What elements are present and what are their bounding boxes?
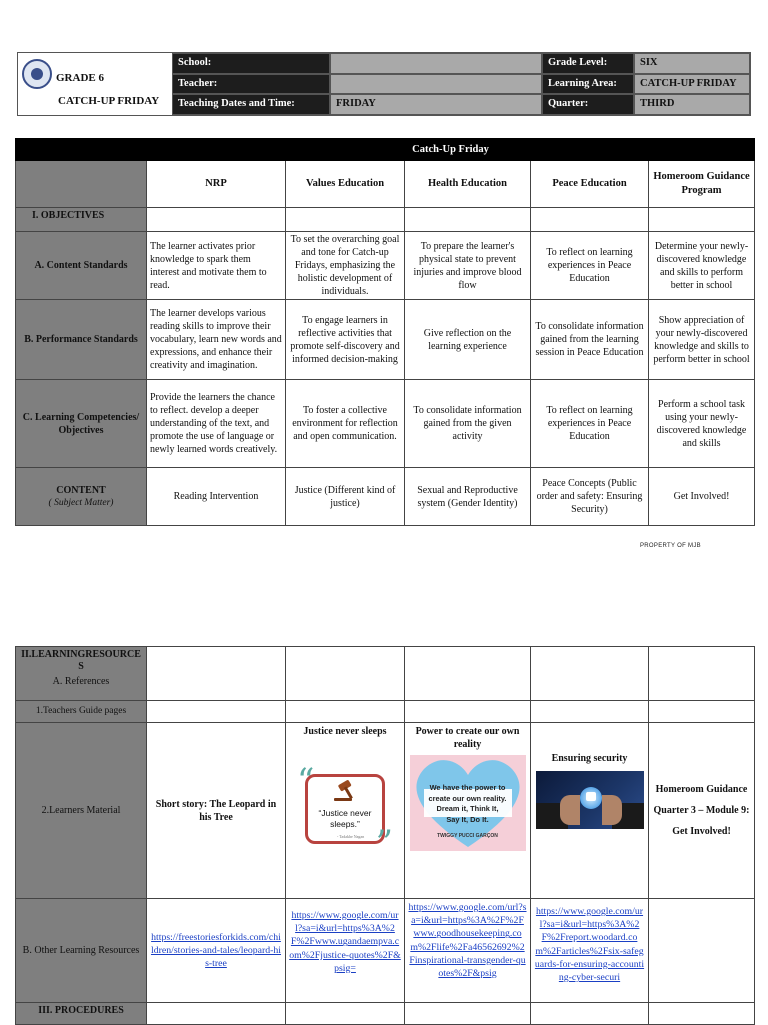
table-cell: To reflect on learning experiences in Peace Education <box>531 380 649 468</box>
content-label-cell <box>16 468 147 526</box>
table-cell: Show appreciation of your newly-discovered knowledge and skills to perform better in school <box>649 300 755 380</box>
header-program: CATCH-UP FRIDAY <box>58 95 160 107</box>
hand-right <box>602 795 622 825</box>
quote-line: Say It, Do It. <box>446 815 489 825</box>
homeroom-line: Get Involved! <box>672 826 731 837</box>
other-resources-label: B. Other Learning Resources <box>16 899 147 1003</box>
teacher-value <box>330 74 542 95</box>
competencies-label: C. Learning Competencies/ Objectives <box>16 380 147 468</box>
justice-quote-image <box>297 761 393 863</box>
quote-line: We have the power to <box>429 783 506 792</box>
link-peace[interactable]: https://www.google.com/url?sa=i&url=https%3A%2F%2Freport.woodard.com%2Farticles%2Fsix-safeguards-for-ensuring-accounting-cyber-securi <box>534 906 645 984</box>
content-sublabel: ( Subject Matter) <box>48 497 114 508</box>
justice-quote-author: - Tadakhe Nagan <box>337 834 365 839</box>
table-cell: Justice (Different kind of justice) <box>286 468 405 526</box>
table-cell: Peace Concepts (Public order and safety: Ensuring Security) <box>531 468 649 526</box>
resources-table <box>15 646 755 1025</box>
reality-quote-image <box>410 755 526 851</box>
lm-peace-caption: Ensuring security <box>551 753 628 764</box>
content-standards-label: A. Content Standards <box>16 232 147 300</box>
grade-level-label: Grade Level: <box>542 53 634 74</box>
table-cell: Get Involved! <box>649 468 755 526</box>
justice-quote-text: “Justice never sleeps.” <box>318 808 372 830</box>
lm-values-cell <box>286 723 405 899</box>
table-cell: Provide the learners the chance to reflect. develop a deeper understanding of the text, and promote the use of language or newly learned words creatively. <box>147 380 286 468</box>
performance-standards-label: B. Performance Standards <box>16 300 147 380</box>
table-cell: To foster a collective environment for reflection and open communication. <box>286 380 405 468</box>
table-cell: To prepare the learner's physical state to prevent injuries and improve blood flow <box>405 232 531 300</box>
dates-label: Teaching Dates and Time: <box>172 94 330 115</box>
close-quote-icon: ” <box>375 823 393 863</box>
gavel-icon <box>331 780 359 802</box>
link-cell <box>405 899 531 1003</box>
link-cell <box>531 899 649 1003</box>
resources-label: II.LEARNINGRESOURCES <box>21 649 141 672</box>
col-header-peace: Peace Education <box>531 161 649 208</box>
table-cell: The learner activates prior knowledge to spark them interest and motivate them to read. <box>147 232 286 300</box>
table-cell: Reading Intervention <box>147 468 286 526</box>
teachers-guide-label: 1.Teachers Guide pages <box>16 701 147 723</box>
reality-quote-author: TWIGGY PUCCI GARÇON <box>437 833 498 839</box>
lm-nrp: Short story: The Leopard in his Tree <box>147 723 286 899</box>
homeroom-line: Homeroom Guidance <box>655 784 748 795</box>
table-cell: Sexual and Reproductive system (Gender Identity) <box>405 468 531 526</box>
open-quote-icon: “ <box>297 761 315 801</box>
col-header-homeroom: Homeroom Guidance Program <box>649 161 755 208</box>
school-value <box>330 53 542 74</box>
link-cell <box>147 899 286 1003</box>
lock-icon <box>586 792 596 801</box>
col-header-nrp: NRP <box>147 161 286 208</box>
table-cell: To consolidate information gained from the given activity <box>405 380 531 468</box>
lm-values-caption: Justice never sleeps <box>303 726 387 737</box>
catch-up-banner: Catch-Up Friday <box>147 139 755 161</box>
table-cell: Give reflection on the learning experience <box>405 300 531 380</box>
objectives-table <box>15 138 755 526</box>
link-health[interactable]: https://www.google.com/url?sa=i&url=https%3A%2F%2Fwww.goodhousekeeping.com%2Flife%2Fa46562692%2Finspirational-transgender-quotes%2F&psig <box>408 902 527 980</box>
quote-line: Dream it, Think It, <box>436 804 499 814</box>
link-values[interactable]: https://www.google.com/url?sa=i&url=https%3A%2F%2Fwww.ugandaempva.com%2Fjustice-quotes%2F&psig= <box>289 910 401 974</box>
content-label: CONTENT <box>56 484 106 496</box>
col-header-health: Health Education <box>405 161 531 208</box>
lm-peace-cell <box>531 723 649 899</box>
objectives-label: I. OBJECTIVES <box>16 208 147 232</box>
table-cell: To engage learners in reflective activities that promote self-discovery and informed decision-making <box>286 300 405 380</box>
procedures-label: III. PROCEDURES <box>16 1003 147 1025</box>
link-nrp[interactable]: https://freestoriesforkids.com/children/stories-and-tales/leopard-his-tree <box>150 931 282 970</box>
lesson-header <box>17 52 751 116</box>
references-label: A. References <box>52 676 110 687</box>
lm-health-caption: Power to create our own reality <box>415 726 520 750</box>
table-cell: Perform a school task using your newly-discovered knowledge and skills <box>649 380 755 468</box>
reality-quote-text <box>418 783 518 826</box>
teacher-label: Teacher: <box>172 74 330 95</box>
quarter-label: Quarter: <box>542 94 634 115</box>
property-mark: PROPERTY OF MJB <box>640 543 701 549</box>
lm-health-cell <box>405 723 531 899</box>
table-cell: To reflect on learning experiences in Peace Education <box>531 232 649 300</box>
header-grade: GRADE 6 <box>56 72 104 84</box>
learning-area-value: CATCH-UP FRIDAY <box>634 74 750 95</box>
link-cell <box>286 899 405 1003</box>
quarter-value: THIRD <box>634 94 750 115</box>
table-cell: To set the overarching goal and tone for Catch-up Fridays, emphasizing the holistic development of individuals. <box>286 232 405 300</box>
col-header-values: Values Education <box>286 161 405 208</box>
table-cell: To consolidate information gained from the learning session in Peace Education <box>531 300 649 380</box>
school-label: School: <box>172 53 330 74</box>
table-cell: Determine your newly-discovered knowledge and skills to perform better in school <box>649 232 755 300</box>
corner-cell <box>16 161 147 208</box>
grade-level-value: SIX <box>634 53 750 74</box>
security-image <box>536 771 644 829</box>
resources-label-cell <box>16 647 147 701</box>
lm-homeroom-cell <box>649 723 755 899</box>
homeroom-line: Quarter 3 – Module 9: <box>653 805 750 816</box>
learning-area-label: Learning Area: <box>542 74 634 95</box>
deped-seal-icon <box>22 59 52 89</box>
hand-left <box>560 795 580 825</box>
dates-value: FRIDAY <box>330 94 542 115</box>
quote-line: create our own reality. <box>428 793 507 803</box>
learners-material-label: 2.Learners Material <box>16 723 147 899</box>
header-title-block <box>18 53 172 115</box>
table-cell: The learner develops various reading skills to improve their vocabulary, learn new words and expressions, and enhance their creativity and imagination. <box>147 300 286 380</box>
